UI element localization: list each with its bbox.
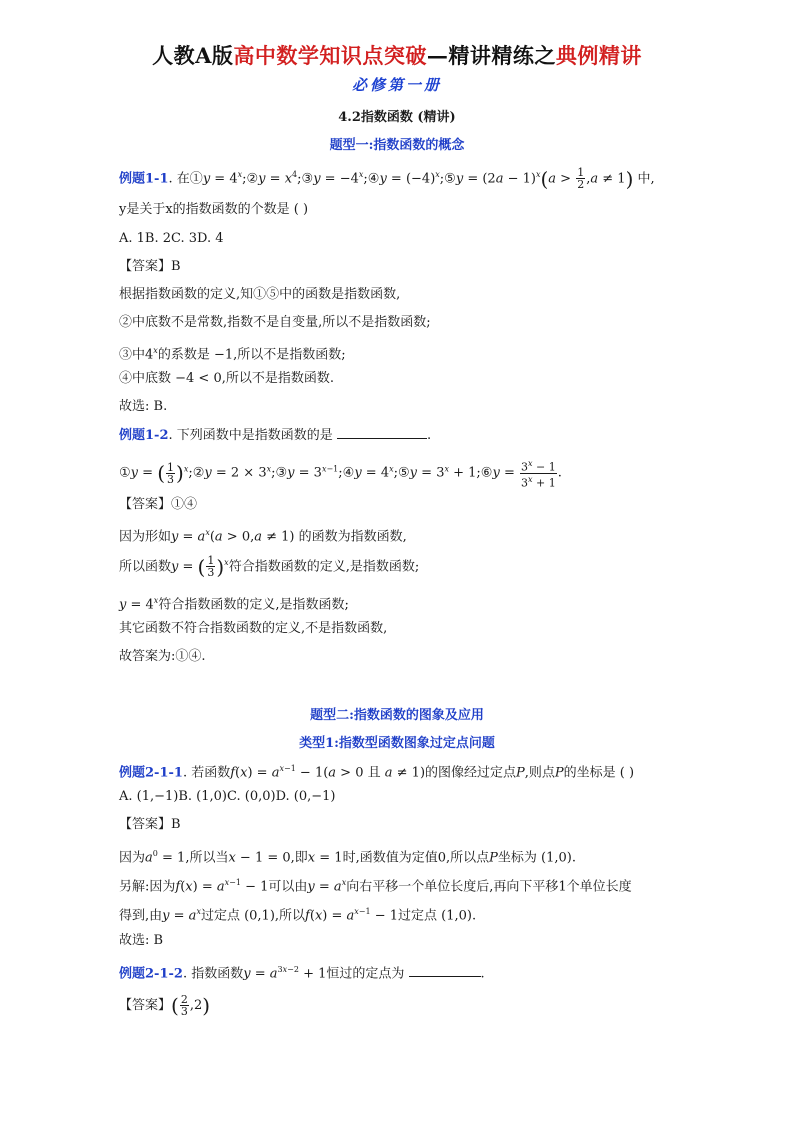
- circled-1: ①: [189, 171, 203, 187]
- sol2-part-a: 所以函数: [119, 559, 172, 575]
- sol1-part-a: 因为形如: [119, 529, 172, 545]
- question-text: 在: [176, 171, 190, 187]
- example-1-1-solution-2: ②中底数不是常数,指数不是自变量,所以不是指数函数;: [119, 315, 431, 330]
- example-1-2-final: 故答案为:①④.: [119, 649, 206, 664]
- alt1-part-a: 另解:因为: [119, 879, 176, 895]
- question-end: .: [480, 966, 485, 982]
- circled-5: ⑤: [444, 171, 456, 187]
- example-1-1-label: 例题1-1: [119, 171, 169, 187]
- question-part-1: 指数函数: [191, 966, 244, 982]
- header-title-part1: 人教A版: [152, 43, 234, 68]
- circled-4: ④: [367, 171, 380, 187]
- type2-subtitle: 类型1:指数型函数图象过定点问题: [299, 736, 495, 751]
- alt1-part-c: 向右平移一个单位长度后,再向下平移1个单位长度: [346, 879, 632, 895]
- alt1-part-b: 可以由: [268, 879, 308, 895]
- question-part-3: ,则点: [524, 765, 555, 781]
- sol1-part-b: ,所以当: [185, 850, 229, 866]
- example-1-1-options: A. 1B. 2C. 3D. 4: [119, 231, 224, 246]
- sol1-part-e: 坐标为 (1,0).: [497, 850, 576, 866]
- question-part-4: 的坐标是 ( ): [563, 765, 635, 781]
- alt2-part-a: 得到,由: [119, 908, 163, 924]
- example-2-1-1-question: 例题2-1-1. 若函数$f(x) = a^{x-1} - 1(a > 0$ 且 a ≠ 1)的图像经过定点P,则点P的坐标是 ( ): [119, 764, 635, 781]
- alt2-part-c: 过定点 (1,0).: [398, 908, 477, 924]
- header-title-part3: —精讲精练之: [426, 43, 556, 68]
- section-title: 4.2指数函数 (精讲): [338, 110, 456, 125]
- sol1-part-a: 因为: [119, 850, 146, 866]
- sol3-part-b: 的系数是: [157, 347, 210, 363]
- example-2-1-1-solution-1: 因为$a^0 = 1$,所以当x − 1 = 0,即x = 1时,函数值为定值0,所以点P坐标为 (1,0).: [119, 849, 576, 866]
- header-title-part4: 典例精讲: [555, 43, 642, 68]
- example-2-1-1-label: 例题2-1-1: [119, 765, 183, 781]
- label-dot: .: [168, 428, 173, 443]
- question-part-1: 若函数: [191, 765, 231, 781]
- example-1-2-functions: ①y = ( $\frac{1}{3}$ )$^x$;②y = $2 \times 3^x;③y$ = $3^{x-1};④y$ = $4^x;⑤y = 3^x$ + 1;⑥y = $\frac{3^x - 1}{3^x + 1}$ .: [119, 459, 562, 490]
- example-1-2-solution-4: 其它函数不符合指数函数的定义,不是指数函数,: [119, 621, 388, 636]
- example-1-2-answer: 【答案】①④: [119, 497, 198, 512]
- alt2-part-b: 过定点 (0,1),所以: [200, 908, 306, 924]
- circled-2: ②: [246, 171, 259, 187]
- answer-blank: [409, 964, 481, 977]
- page-header-title: [0, 40, 794, 70]
- sol1-part-d: 时,函数值为定值0,所以点: [342, 850, 490, 866]
- header-title-part2: 高中数学知识点突破: [233, 43, 427, 68]
- example-1-1-answer: 【答案】B: [119, 259, 181, 274]
- example-1-2-solution-1: 因为形如$y = a^x(a > 0,a \ne 1)$ 的函数为指数函数,: [119, 528, 407, 545]
- example-2-1-1-answer: 【答案】B: [119, 817, 181, 832]
- header-subtitle: 必修第一册: [351, 76, 442, 94]
- sol1-part-b: 的函数为指数函数,: [298, 529, 407, 545]
- example-1-2-question: [119, 426, 431, 445]
- question-part-2: 的图像经过定点: [425, 765, 517, 781]
- example-2-1-1-options: A. (1,−1)B. (1,0)C. (0,0)D. (0,−1): [119, 789, 336, 804]
- question-end: .: [426, 428, 432, 443]
- label-dot: .: [182, 966, 188, 982]
- example-1-1-solution-1: 根据指数函数的定义,知①⑤中的函数是指数函数,: [119, 287, 401, 302]
- question-text: 下列函数中是指数函数的是: [176, 428, 333, 443]
- example-2-1-1-final: 故选: B: [119, 933, 164, 948]
- question-tail: 中,: [637, 171, 655, 187]
- example-1-1-final: 故选: B.: [119, 399, 168, 414]
- example-1-2-solution-3: $y = 4^x$符合指数函数的定义,是指数函数;: [119, 596, 349, 613]
- example-1-2-label: 例题1-2: [119, 428, 169, 443]
- question-part-2: 恒过的定点为: [326, 966, 405, 982]
- sol2-part-b: 符合指数函数的定义,是指数函数;: [228, 559, 420, 575]
- example-1-1-question-line2: y是关于x的指数函数的个数是 ( ): [119, 202, 309, 217]
- answer-label: 【答案】: [119, 998, 172, 1013]
- example-1-1-solution-3: ③中4$^x$的系数是 −1,所以不是指数函数;: [119, 346, 346, 363]
- example-2-1-2-question: 例题2-1-2. 指数函数$y = a^{3x-2} + 1$恒过的定点为 .: [119, 965, 485, 982]
- example-1-1-question: 例题1-1. 在①y = $4^x;②y$ = $x^4;③y$ = $-4^x;④y$ = $(-4)^x;⑤y = (2a - 1)^x(a$ > $\frac{1}{2}$ ,a ≠ 1) 中,: [119, 166, 655, 192]
- label-dot: .: [168, 171, 173, 187]
- answer-blank: [337, 426, 427, 439]
- sol3-part-c: ,所以不是指数函数;: [233, 347, 346, 363]
- sol3-text: 符合指数函数的定义,是指数函数;: [158, 597, 349, 613]
- example-2-1-2-answer: 【答案】( $\frac{2}{3}$ ,2): [119, 993, 211, 1018]
- example-2-1-2-label: 例题2-1-2: [119, 966, 183, 982]
- example-1-2-solution-2: 所以函数y = ( $\frac{1}{3}$ )$^x$符合指数函数的定义,是指数函数;: [119, 554, 420, 580]
- example-2-1-1-alt-solution-2: 得到,由$y = a^x$过定点 (0,1),所以$f(x) = a^{x-1} - 1$过定点 (1,0).: [119, 907, 477, 924]
- example-2-1-1-alt-solution-1: 另解:因为$f(x) = a^{x-1} - 1$可以由$y = a^x$向右平移一个单位长度后,再向下平移1个单位长度: [119, 878, 632, 895]
- label-dot: .: [182, 765, 188, 781]
- sol3-part-a: ③中: [119, 347, 146, 363]
- circled-3: ③: [301, 171, 314, 187]
- type2-title: 题型二:指数函数的图象及应用: [310, 708, 484, 723]
- type1-title: 题型一:指数函数的概念: [329, 138, 465, 153]
- sol1-part-c: ,即: [290, 850, 308, 866]
- example-1-1-solution-4: ④中底数 −4 < 0,所以不是指数函数.: [119, 371, 334, 386]
